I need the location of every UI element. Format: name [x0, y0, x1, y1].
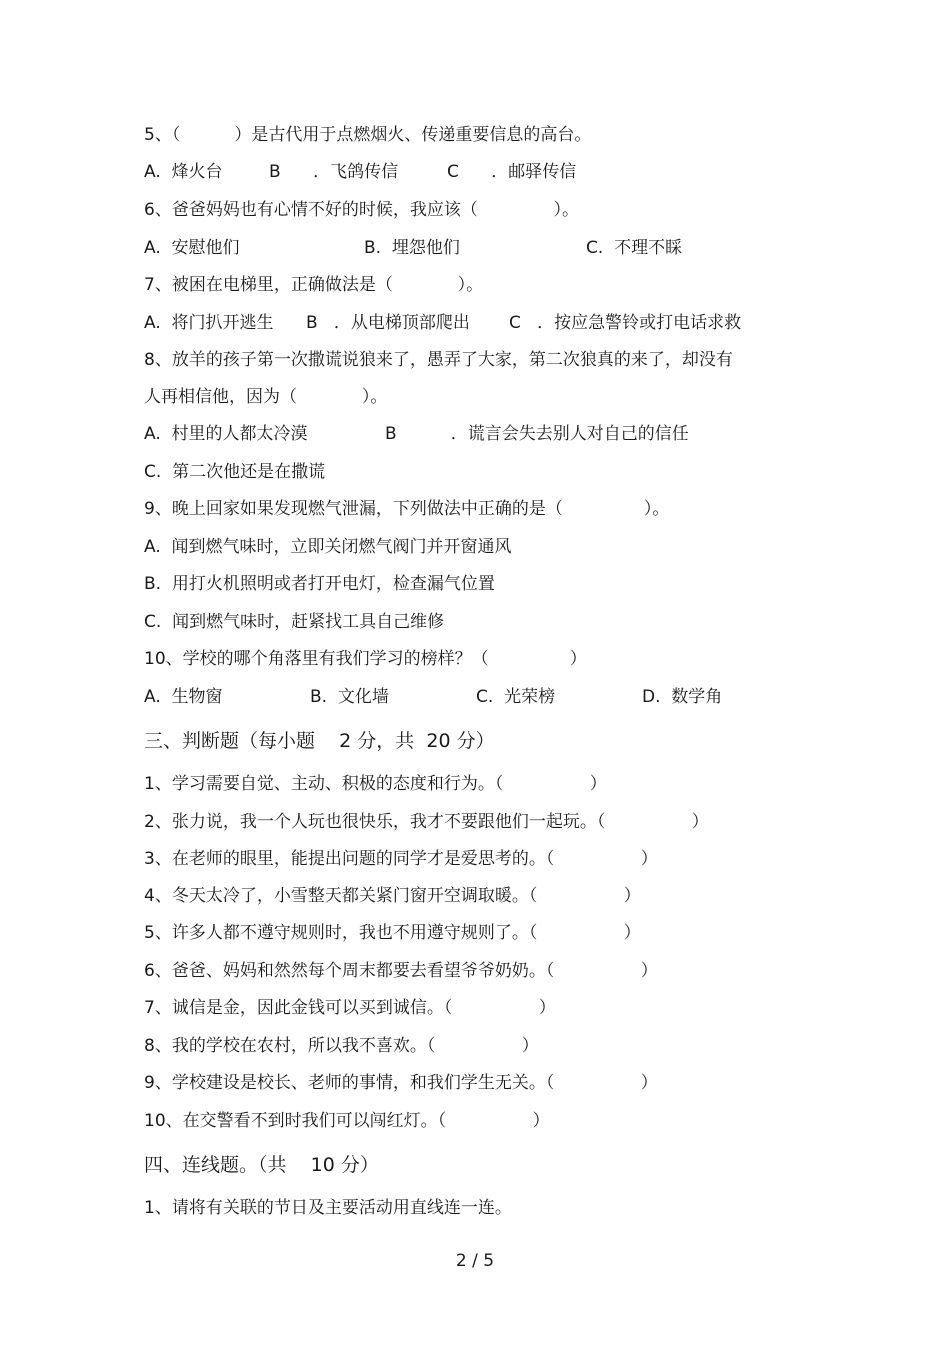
judgement-item-8: 8、我的学校在农村，所以我不喜欢。（ ） — [144, 1036, 539, 1056]
judgement-item-2: 2、张力说，我一个人玩也很快乐，我才不要跟他们一起玩。（ ） — [144, 812, 709, 832]
judgement-item-10: 10、在交警看不到时我们可以闯红灯。（ ） — [144, 1111, 550, 1131]
question-8-stem-line-2: 人再相信他，因为（ ）。 — [144, 387, 388, 407]
judgement-item-9: 9、学校建设是校长、老师的事情，和我们学生无关。（ ） — [144, 1073, 658, 1093]
question-7-stem: 7、被困在电梯里，正确做法是（ ）。 — [144, 275, 484, 295]
question-9-option-c: C. 闻到燃气味时，赶紧找工具自己维修 — [144, 612, 445, 632]
question-10-stem: 10、学校的哪个角落里有我们学习的榜样？（ ） — [144, 649, 587, 669]
judgement-item-3: 3、在老师的眼里，能提出问题的同学才是爱思考的。（ ） — [144, 849, 658, 869]
question-5-stem: 5、（ ）是古代用于点燃烟火、传递重要信息的高台。 — [144, 125, 592, 145]
question-8-option-a: A. 村里的人都太冷漠 — [144, 424, 308, 444]
question-10-option-d: D. 数学角 — [642, 687, 723, 707]
judgement-item-5: 5、许多人都不遵守规则时，我也不用遵守规则了。（ ） — [144, 923, 641, 943]
judgement-item-1: 1、学习需要自觉、主动、积极的态度和行为。（ ） — [144, 774, 607, 794]
section-3-title: 三、判断题（每小题 2 分，共 20 分） — [144, 730, 495, 752]
page-number: 2 / 5 — [455, 1251, 495, 1271]
question-7-option-c: C ．按应急警铃或打电话求救 — [509, 313, 742, 333]
question-6-stem: 6、爸爸妈妈也有心情不好的时候，我应该（ ）。 — [144, 200, 579, 220]
question-5-option-a: A. 烽火台 — [144, 162, 223, 182]
question-6-option-a: A. 安慰他们 — [144, 238, 240, 258]
question-9-option-b: B. 用打火机照明或者打开电灯，检查漏气位置 — [144, 574, 495, 594]
question-10-option-b: B. 文化墙 — [310, 687, 389, 707]
question-10-option-c: C. 光荣榜 — [476, 687, 556, 707]
judgement-item-7: 7、诚信是金，因此金钱可以买到诚信。（ ） — [144, 998, 556, 1018]
question-7-option-a: A. 将门扒开逃生 — [144, 313, 274, 333]
judgement-item-4: 4、冬天太冷了，小雪整天都关紧门窗开空调取暖。（ ） — [144, 886, 641, 906]
question-5-option-c: C ．邮驿传信 — [447, 162, 577, 182]
question-5-option-b: B ．飞鸽传信 — [269, 162, 399, 182]
question-6-option-c: C. 不理不睬 — [586, 238, 683, 258]
question-7-option-b: B ．从电梯顶部爬出 — [306, 313, 470, 333]
question-8-option-b: B ．谎言会失去别人对自己的信任 — [385, 424, 689, 444]
question-9-option-a: A. 闻到燃气味时，立即关闭燃气阀门并开窗通风 — [144, 537, 512, 557]
question-9-stem: 9、晚上回家如果发现燃气泄漏，下列做法中正确的是（ ）。 — [144, 499, 670, 519]
judgement-item-6: 6、爸爸、妈妈和然然每个周末都要去看望爷爷奶奶。（ ） — [144, 961, 658, 981]
question-8-stem-line-1: 8、放羊的孩子第一次撒谎说狼来了，愚弄了大家，第二次狼真的来了，却没有 — [144, 350, 733, 370]
question-6-option-b: B. 埋怨他们 — [364, 238, 460, 258]
matching-question-1: 1、请将有关联的节日及主要活动用直线连一连。 — [144, 1198, 512, 1218]
question-8-option-c: C. 第二次他还是在撒谎 — [144, 462, 326, 482]
question-10-option-a: A. 生物窗 — [144, 687, 223, 707]
section-4-title: 四、连线题。（共 10 分） — [144, 1154, 379, 1176]
